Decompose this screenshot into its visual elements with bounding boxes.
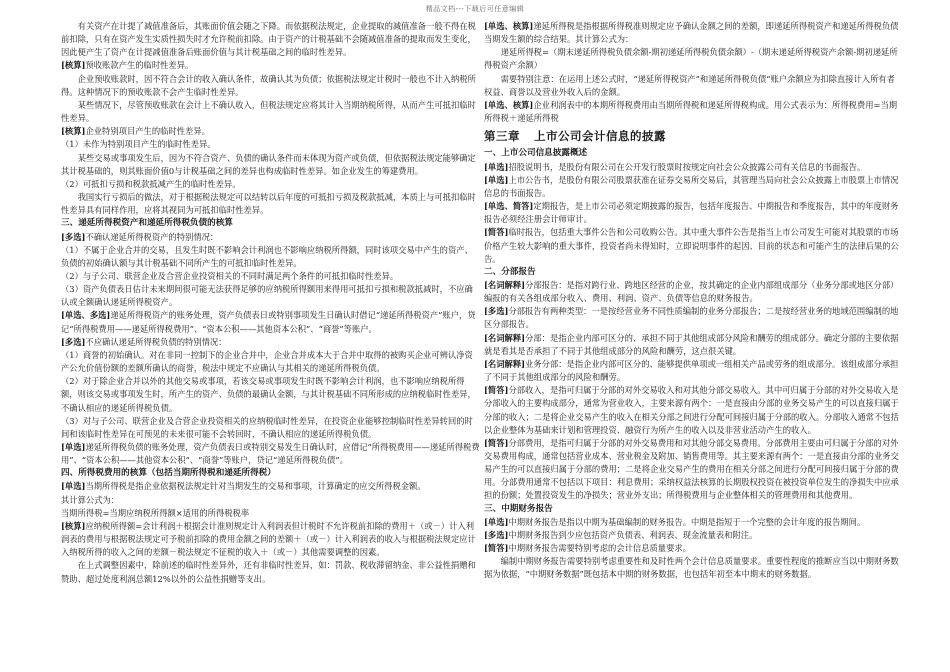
body-paragraph: 在上式调整因素中，除前述的临时性差异外，还有非临时性差异，如：罚款、税收滞留纳金、非公益性捐赠和赞助、超过处度利润总额12%以外的公益性捐赠等支出。: [61, 560, 476, 584]
section-heading: 三、中期财务报告: [484, 503, 553, 514]
section-heading: 三、递延所得税资产和递延所得税负债的核算: [61, 218, 233, 229]
body-paragraph: 递延所得税=（期末递延所得税负债余额-期初递延所得税负债余额）-（期末递延所得税资产余额-期初递延所得税资产余额）: [484, 47, 898, 71]
question-type-tag: [核算]: [61, 520, 86, 531]
paragraph-text: 分部报告有两种类型：一是按经营业务不同性质编制的业务分部报告；二是按经营业务的地域范围编制的地区分部报告。: [484, 306, 899, 330]
tagged-paragraph: [61, 59, 481, 72]
tagged-paragraph: [484, 358, 902, 384]
list-paragraph: （1）商誉的初始确认。对在非同一控制下的企业合并中，企业合并成本大于合并中取得的被购买企业可辨认净资产公允价值份额的差额所确认的商誉，税法中规定不应确认与其相关的递延所得税负债。: [61, 349, 473, 374]
paragraph-text: 分部费用，是指可归属于分部的对外交易费用和对其他分部交易费用。分部费用主要由可归属于分部的对外交易费用构成，通常包括营业成本、营业税金及附加、销售费用等。其主要来源有两个：一是直接由分部的业务交易产生的可以直接归属于分部的费用；二是将企业交易产生的费用在相关分部之间进行分配可间接归属于分部的费用。分部费用通常不包括以下项目：利息费用；采纳权益法核算的长期股权投资在被投资单位发生的净损失中应承担的份额；处置投资发生的净损失；营业外支出；所得税费用与企业整体相关的管理费用和其他费用。: [484, 437, 899, 501]
question-type-tag: [单选、核算]: [484, 99, 534, 110]
list-paragraph: （3）资产负债表日估计未来期间很可能无法获得足够的应纳税所得额用来得用可抵扣亏损和税款抵减时，不应确认或全额确认递延所得税资产。: [61, 284, 473, 308]
question-type-tag: [单选、核算]: [484, 21, 534, 31]
question-type-tag: [多选]: [61, 231, 86, 242]
tagged-paragraph: [484, 20, 902, 46]
page-header: 精品文档---下载后可任意编辑: [425, 5, 525, 13]
paragraph-text: 企业特别项目产生的临时性差异。: [85, 126, 210, 137]
paragraph-text: 上市公告书，是股份有限公司股票获准在证券交易所交易后，其管理当局向社会公众披露上市股票上市情况信息的书面报告。: [484, 174, 899, 198]
question-type-tag: [简答]: [484, 437, 509, 448]
paragraph-text: 递延所得税负债的账务处理，资产负债表日或特别交易发生日确认时，应借记“所得税费用——递延所得税费用”、“资本公积——其他资本公积”、“商誉”等账户，贷记“递延所得税负债”。: [61, 442, 480, 466]
list-paragraph: （3）对与子公司、联营企业及合营企业投资相关的应纳税临时性差异，在投资企业能够控制临时性差异转回的时间和该临时性差异在可预见的未来很可能不会转回时，不确认相应的递延所得税负债。: [61, 415, 473, 439]
question-type-tag: [简答]: [484, 385, 509, 396]
body-paragraph: 企业预收账款时，因不符合会计的收入确认条件，故确认其为负债；依据税法规定计税时一般也不计入纳税所得。这种情况下的预收账款不会产生临时性差异。: [61, 73, 476, 97]
paragraph-text: 递延所得税资产的账务处理，资产负债表日或特别事项发生日确认时借记“递延所得税资产”账户，贷记“所得税费用——递延所得税费用”、“资本公积——其他资本公积”、“商誉”等账户。: [61, 310, 476, 334]
paragraph-text: 不应确认递延所得税负债的特别情况：: [85, 336, 227, 347]
body-paragraph: 需要特别注意：在运用上述公式时，“递延所得税资产”和递延所得税负债“账户余额应为扣除直接计入所有者权益、商誉以及营业外收入后的金额。: [484, 73, 895, 97]
paragraph-text: 当期所得税是指企业依据税法规定针对当期发生的交易和事项，计算确定的应交所得税金额。: [85, 481, 426, 492]
paragraph-text: 中期财务报告是指以中期为基础编制的财务报告。中期是指短于一个完整的会计年度的报告期间。: [508, 516, 866, 527]
tagged-paragraph: [61, 309, 481, 335]
body-paragraph: 有关资产在计提了减值准备后，其账面价值会随之下降。而依据税法规定，企业提取的减值准备一般不得在税前扣除，只有在资产发生实质性损失时才允许税前扣除。由于资产的计税基础不会随减值准备的提取而发生变化，因此便产生了资产在计提减值准备后账面价值与其计税基础之间的临时性差异。: [61, 21, 476, 58]
tagged-paragraph: [61, 231, 481, 244]
question-type-tag: [多选]: [484, 306, 509, 317]
tagged-paragraph: [484, 542, 902, 555]
paragraph-text: 招股说明书，是股份有限公司在公开发行股票时按规定向社会公众披露公司有关信息的书面报告。: [508, 161, 866, 172]
list-paragraph: 当期所得税=当期应纳税所得额×适用的所得税税率: [61, 507, 250, 518]
question-type-tag: [单选、多选]: [61, 310, 111, 321]
body-paragraph: 某些情况下，尽管预收账款在会计上不确认收入，但税法规定应将其计入当期纳税所得，从而产生可抵扣临时性差异。: [61, 99, 476, 124]
tagged-paragraph: [484, 305, 902, 331]
tagged-paragraph: [61, 480, 481, 493]
question-type-tag: [单选]: [484, 161, 509, 172]
paragraph-text: 预收账款产生的临时性差异。: [85, 60, 194, 71]
paragraph-text: 分部报告：是指对跨行业、跨地区经营的企业，按其确定的企业内部组成部分（业务分部或地区分部）编报的有关各组成部分收入、费用、利润、资产、负债等信息的财务报告。: [484, 279, 899, 304]
paragraph-text: 临时报告，包括重大事件公告和公司收购公告。其中重大事件公告是指当上市公司发生可能对其股票的市场价格产生较大影响的重大事件，投资者尚未得知时，立即说明事件的起因、目前的状态和可能产生的法律后果的公告。: [484, 227, 899, 264]
chapter-heading: [484, 130, 902, 143]
paragraph-text: 定期报告，是上市公司必须定期披露的报告，包括年度报告、中期报告和季度报告，其中的年度财务报告必须经注册会计师审计。: [484, 201, 899, 225]
tagged-paragraph: [484, 279, 902, 305]
question-type-tag: [单选]: [61, 442, 86, 452]
section-heading: 一、上市公司信息披露概述: [484, 148, 588, 159]
question-type-tag: [名词解释]: [484, 332, 526, 343]
left-column: [61, 20, 481, 586]
list-paragraph: （1）未作为特别项目产生的临时性差异。: [61, 139, 216, 150]
tagged-paragraph: [484, 226, 902, 265]
paragraph-text: 分部收入，是指可归属于分部的对外交易收入和对其他分部交易收入。其中可归属于分部的对外交易收入是分部收入的主要构成部分，通常为营业收入，主要来源有两个：一是直接由分部的业务交易产生的可以直接归属于分部的收入；二是将企业交易产生的收入在相关分部之间进行分配可间接归属于分部的收入。分部收入通常不包括以企业整体为基础来计划和管理投资、融资行为所产生的收入以及非营业活动产生的收入。: [484, 385, 899, 435]
paragraph-text: 业务分部：是指企业内部可区分的、能够提供单项或一组相关产品或劳务的组成部分。该组成部分承担了不同于其他组成部分的风险和酬劳。: [484, 358, 899, 383]
question-type-tag: [单选]: [484, 516, 509, 527]
tagged-paragraph: [61, 336, 481, 349]
paragraph-text: 企业利润表中的本期所得税费用由当期所得税和递延所得税构成。用公式表示为：所得税费用=当期所得税＋递延所得税: [484, 99, 898, 124]
tagged-paragraph: [484, 161, 902, 174]
right-column: [484, 20, 902, 582]
list-paragraph: （2）对于除企业合并以外的其他交易或事项，若该交易或事项发生时既不影响会计利润，也不影响应纳税所得额，则该交易或事项发生时，所产生的资产、负债的最确认金额，与其计税基础不同所形成的应纳税临时性差异，不确认相应的递延所得税负债。: [61, 376, 476, 413]
question-type-tag: [核算]: [61, 126, 86, 137]
question-type-tag: [简答]: [484, 543, 509, 554]
paragraph-text: 应纳税所得额=会计利润＋根据会计准则规定计入利润表但计税时不允许税前扣除的费用＋（或－）计入利润表的费用与根据税法规定可予税前扣除的费用金额之间的差额＋（或－）计入利润表的收入与根据税法规定应计入纳税所得的收入之间的差额－税法规定不征税的收入＋（或－）其他需要调整的因素。: [61, 520, 476, 558]
paragraph-text: 不确认递延所得税资产的特别情况：: [85, 231, 219, 242]
question-type-tag: [单选]: [484, 174, 509, 185]
question-type-tag: [多选]: [61, 336, 86, 347]
paragraph-text: 递延所得税是指根据所得税准则规定应予确认金额之间的差额，即递延所得税资产和递延所得税负债当期发生额的综合结果。其计算公式为：: [484, 21, 899, 45]
tagged-paragraph: [61, 441, 481, 467]
question-type-tag: [名词解释]: [484, 358, 526, 369]
body-paragraph: 我国实行亏损后的做法，对于根据税法规定可以结转以后年度的可抵扣亏损及税款抵减，本质上与可抵扣临时性差异具有同样作用，应将其视同为可抵扣临时性差异。: [61, 192, 476, 216]
chapter-title: 上市公司会计信息的披露: [534, 129, 666, 144]
section-heading: 二、分部报告: [484, 266, 536, 277]
paragraph-text: 分部：是指企业内部可区分的、承担不同于其他组成部分风险和酬劳的组成部分。确定分部的主要依据就是看其是否承担了不同于其他组成部分的风险和酬劳，这点很关键。: [484, 332, 899, 356]
list-paragraph: （2）可抵扣亏损和税款抵减产生的临时性差异。: [61, 178, 241, 189]
chapter-number: 第三章: [484, 129, 520, 144]
paragraph-text: 中期财务报告需要特别考虑的会计信息质量要求。: [508, 543, 691, 554]
list-paragraph: （2）与子公司、联营企业及合营企业投资相关的不同时满足两个条件的可抵扣临时性差异。: [61, 270, 399, 281]
tagged-paragraph: [484, 437, 902, 503]
question-type-tag: [多选]: [484, 529, 509, 540]
tagged-paragraph: [61, 125, 481, 138]
tagged-paragraph: [484, 516, 902, 529]
body-paragraph: 编制中期财务报告需要特别考虑重要性和及时性两个会计信息质量要求。重要性程度的推断应当以中期财务数据为依据，“中期财务数据”既包括本中期的财务数据，也包括年初至本中期末的财务数据。: [484, 556, 899, 580]
list-paragraph: （1）不属于企业合并的交易，且发生时既不影响会计利润也不影响应纳税所得额，同时该项交易中产生的资产、负债的初始确认额与其计税基础不同所产生的可抵扣临时性差异。: [61, 244, 473, 268]
list-paragraph: 其计算公式为：: [61, 494, 120, 505]
tagged-paragraph: [484, 174, 902, 200]
tagged-paragraph: [484, 332, 902, 358]
question-type-tag: [核算]: [61, 60, 86, 71]
tagged-paragraph: [484, 99, 902, 125]
section-heading: 四、所得税费用的核算（包括当期所得税和递延所得税）: [61, 468, 276, 479]
body-paragraph: 某些交易或事项发生后，因为不符合资产、负债的确认条件而未体现为资产或负债，但依据税法规定能够确定其计税基础的，则其账面价值0与计税基础之间的差异也构成临时性差异。如企业发生的筹建费用。: [61, 152, 476, 176]
question-type-tag: [单选、简答]: [484, 201, 534, 212]
question-type-tag: [简答]: [484, 227, 509, 238]
question-type-tag: [单选]: [61, 481, 86, 492]
question-type-tag: [名词解释]: [484, 279, 526, 290]
tagged-paragraph: [484, 200, 902, 226]
tagged-paragraph: [484, 384, 902, 437]
paragraph-text: 中期财务报告到少应包括资产负债表、利润表、现金流量表和附注。: [508, 529, 758, 540]
tagged-paragraph: [484, 529, 902, 542]
tagged-paragraph: [61, 520, 481, 559]
